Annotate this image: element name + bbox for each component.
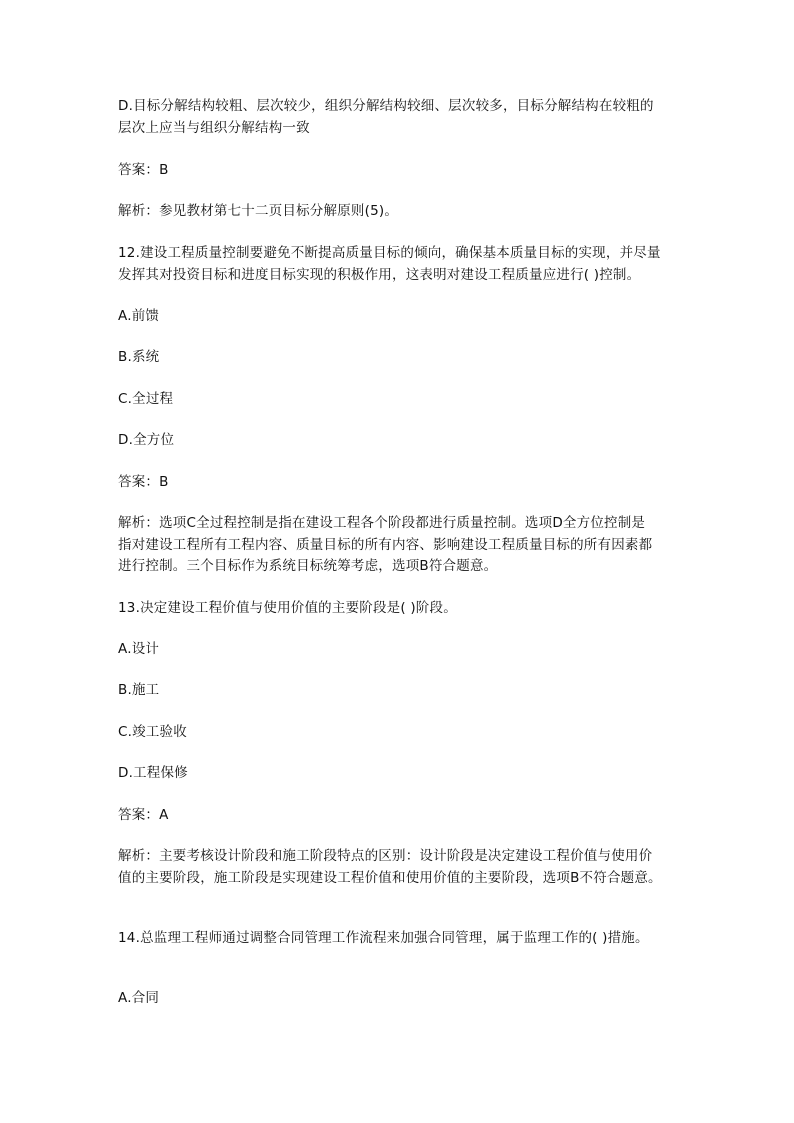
- q12-explanation-line1: 解析：选项C全过程控制是指在建设工程各个阶段都进行质量控制。选项D全方位控制是: [118, 515, 646, 531]
- q13-option-c: C.竣工验收: [118, 724, 187, 740]
- q14-option-a: A.合同: [118, 990, 160, 1006]
- q13-option-a: A.设计: [118, 641, 160, 657]
- q13-option-d: D.工程保修: [118, 765, 188, 781]
- prev-option-d-line2: 层次上应当与组织分解结构一致: [118, 120, 310, 136]
- q14-stem: 14.总监理工程师通过调整合同管理工作流程来加强合同管理，属于监理工作的( )措施。: [118, 930, 649, 946]
- q13-option-b: B.施工: [118, 682, 160, 698]
- q12-option-d: D.全方位: [118, 432, 175, 448]
- q13-answer: 答案：A: [118, 807, 169, 823]
- q12-explanation-line2: 指对建设工程所有工程内容、质量目标的所有内容、影响建设工程质量目标的所有因素都: [118, 537, 653, 553]
- prev-explanation: 解析：参见教材第七十二页目标分解原则(5)。: [118, 203, 399, 219]
- q12-option-a: A.前馈: [118, 308, 160, 324]
- q12-option-c: C.全过程: [118, 391, 174, 407]
- q13-explanation-line1: 解析：主要考核设计阶段和施工阶段特点的区别：设计阶段是决定建设工程价值与使用价: [118, 848, 653, 864]
- q12-stem-line2: 发挥其对投资目标和进度目标实现的积极作用，这表明对建设工程质量应进行( )控制。: [118, 267, 641, 283]
- q12-stem-line1: 12.建设工程质量控制要避免不断提高质量目标的倾向，确保基本质量目标的实现，并尽量: [118, 245, 661, 261]
- q12-explanation-line3: 进行控制。三个目标作为系统目标统筹考虑，选项B符合题意。: [118, 558, 498, 574]
- q12-answer: 答案：B: [118, 474, 169, 490]
- q12-option-b: B.系统: [118, 349, 160, 365]
- prev-answer: 答案：B: [118, 162, 169, 178]
- q13-explanation-line2: 值的主要阶段，施工阶段是实现建设工程价值和使用价值的主要阶段，选项B不符合题意。: [118, 870, 662, 886]
- q13-stem: 13.决定建设工程价值与使用价值的主要阶段是( )阶段。: [118, 600, 457, 616]
- prev-option-d-line1: D.目标分解结构较粗、层次较少，组织分解结构较细、层次较多，目标分解结构在较粗的: [118, 98, 654, 114]
